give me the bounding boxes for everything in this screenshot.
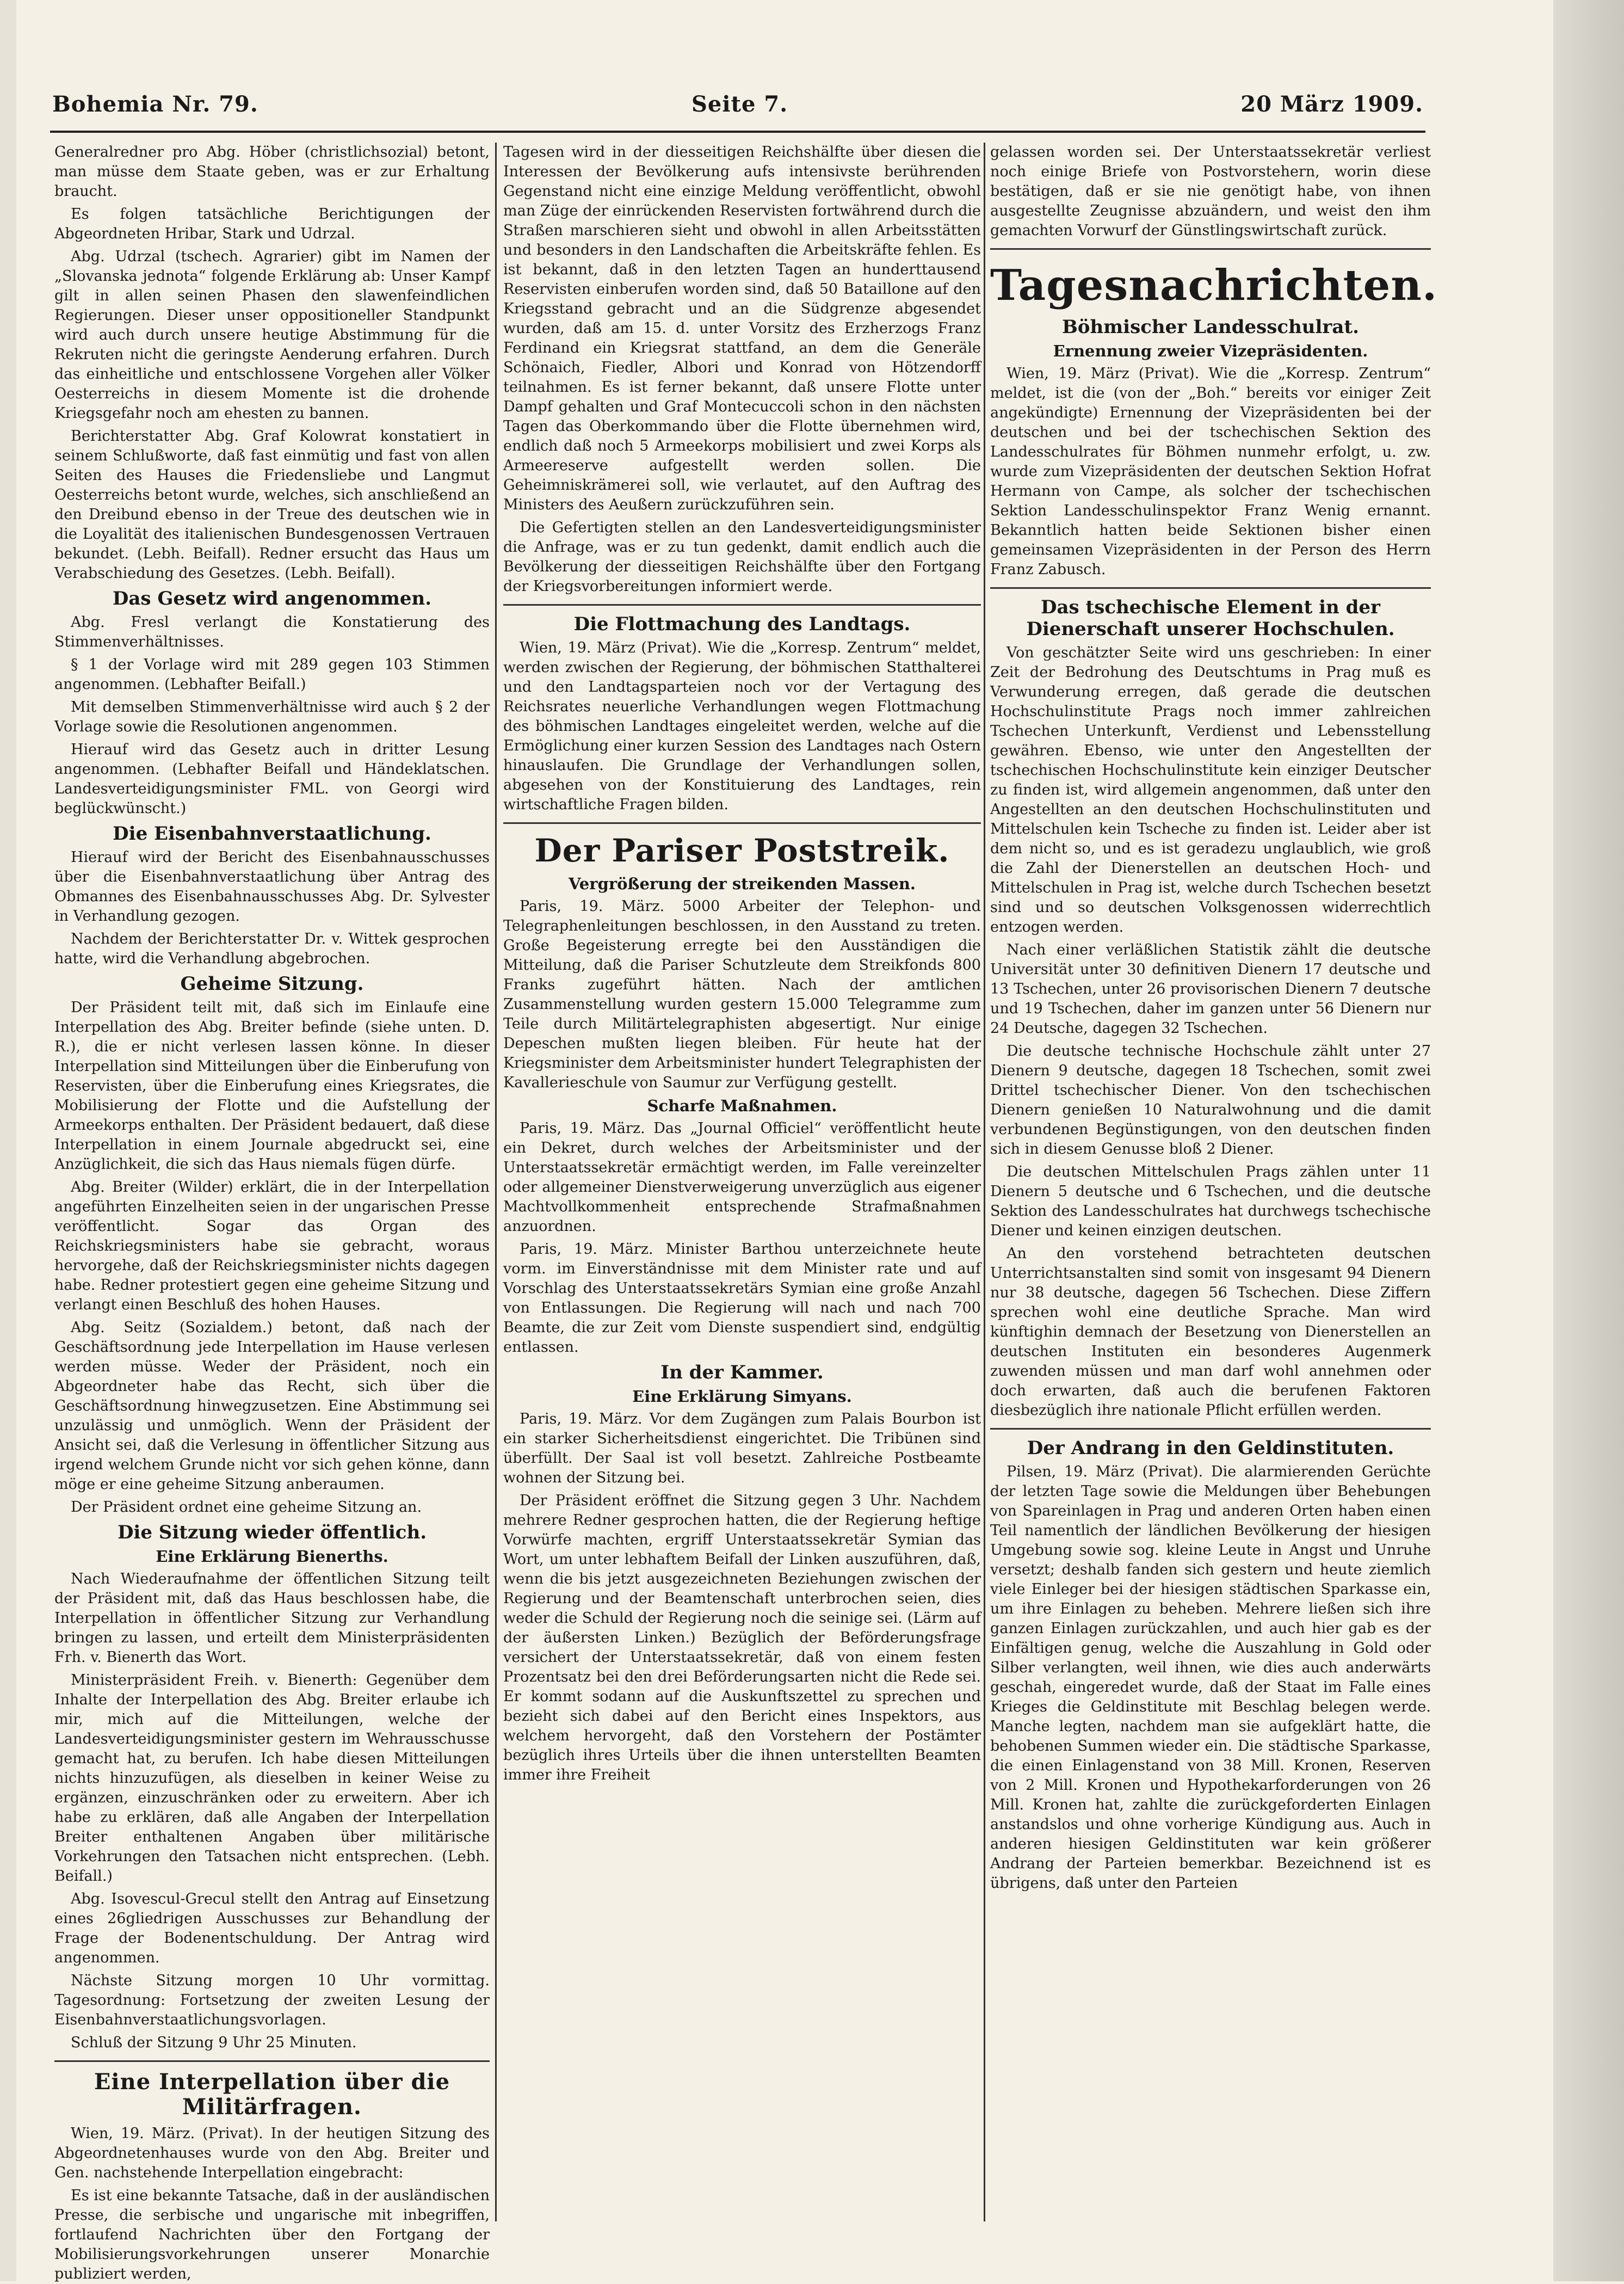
paragraph: Abg. Isovescul-Grecul stellt den Antrag auf Einsetzung eines 26gliedrigen Ausschusses zur Behandlung der Frage der Bodenentschuldung. Der Antrag wird angenommen. — [54, 1891, 490, 1966]
paragraph: Berichterstatter Abg. Graf Kolowrat konstatiert in seinem Schlußworte, daß fast einmütig und fast von allen Seiten des Hauses die Friedensliebe und Langmut Oesterreichs betont wurde, welches, sich anschließend an den Dreibund ebenso in der Treue des deutschen wie in die Loyalität des italienischen Bundesgenossen Vertrauen bekundet. (Lebh. Beifall). Redner ersucht das Haus um Verabschiedung des Gesetzes. (Lebh. Beifall). — [54, 428, 490, 582]
section-rule — [990, 1428, 1431, 1430]
paragraph: Mit demselben Stimmenverhältnisse wird auch § 2 der Vorlage sowie die Resolutionen angenommen. — [54, 699, 490, 735]
section-rule — [990, 248, 1431, 250]
paragraph: Der Präsident ordnet eine geheime Sitzung an. — [71, 1499, 422, 1516]
paragraph: Die Gefertigten stellen an den Landesverteidigungsminister die Anfrage, was er zu tun gedenkt, damit endlich auch die Bevölkerung der diesseitigen Reichshälfte über den Fortgang der Kriegsvorbereitungen informiert werde. — [503, 519, 981, 595]
paragraph: Paris, 19. März. Vor dem Zugängen zum Palais Bourbon ist ein starker Sicherheitsdienst eingerichtet. Die Tribünen sind überfüllt. Der Saal ist voll besetzt. Zahlreiche Postbeamte wohnen der Sitzung bei. — [503, 1411, 981, 1486]
issue-date: 20 März 1909. — [1240, 91, 1423, 117]
heading-geheime-sitzung: Geheime Sitzung. — [180, 973, 364, 995]
header-rule — [50, 131, 1425, 133]
subheading-vergroesserung: Vergrößerung der streikenden Massen. — [568, 875, 916, 893]
paragraph: Die deutsche technische Hochschule zählt unter 27 Dienern 9 deutsche, dagegen 18 Tschechen, somit zwei Drittel tschechischer Diener. Von den tschechischen Dienern genießen 10 Naturalwohnung und die damit verbundenen Begünstigungen, von den deutschen finden sich in diesem Genusse bloß 2 Diener. — [990, 1043, 1431, 1158]
paragraph: gelassen worden sei. Der Unterstaatssekretär verliest noch einige Briefe von Postvorstehern, worin diese bestätigen, daß er sie nie genötigt habe, von ihnen ausgestellte Zeugnisse abzuändern, und weist den ihm gemachten Vorwurf der Günstlingswirtschaft zurück. — [990, 144, 1431, 239]
heading-gesetz: Das Gesetz wird angenommen. — [112, 588, 432, 610]
paragraph: Paris, 19. März. Das „Journal Officiel“ veröffentlicht heute ein Dekret, durch welches der Arbeitsminister und der Unterstaatssekretär ermächtigt werden, im Falle vereinzelter oder allgemeiner Dienstverweigerung unverzüglich aus eigener Machtvollkommenheit entsprechende Strafmaßnahmen anzuordnen. — [503, 1120, 981, 1235]
paragraph: Wien, 19. März (Privat). Wie die „Korresp. Zentrum“ meldet, werden zwischen der Regierung, der böhmischen Statthalterei und den Landtagsparteien noch vor der Vertagung des Reichsrates neuerliche Verhandlungen wegen Flottmachung des böhmischen Landtages eingeleitet werden, welche auf die Ermöglichung einer kurzen Session des Landtages nach Ostern hinauslaufen. Die Grundlage der Verhandlungen sollen, abgesehen von der Konstituierung des Landtages, rein wirtschaftliche Fragen bilden. — [503, 639, 981, 813]
paragraph: Von geschätzter Seite wird uns geschrieben: In einer Zeit der Bedrohung des Deutschtums in Prag muß es Verwunderung erregen, daß gerade die deutschen Hochschulinstitute Prags noch immer zahlreichen Tschechen Unterkunft, Verdienst und Lebensstellung gewähren. Ebenso, wie unter den Angestellten der tschechischen Hochschulinstitute kein einziger Deutscher zu finden ist, wird allgemein angenommen, daß unter den Angestellten an den deutschen Hochschulinstituten und Mittelschulen kein Tscheche zu finden ist. Leider aber ist dem nicht so, und es ist geradezu unglaublich, wie groß die Zahl der Dienerstellen an deutschen Hoch- und Mittelschulen in Prag ist, welche durch Tschechen besetzt sind und so deutschen Volksgenossen widerrechtlich entzogen werden. — [990, 644, 1431, 935]
section-rule — [503, 604, 981, 606]
paragraph: Wien, 19. März. (Privat). In der heutigen Sitzung des Abgeordnetenhauses wurde von den Abg. Breiter und Gen. nachstehende Interpellation eingebracht: — [54, 2125, 490, 2181]
paragraph: Hierauf wird der Bericht des Eisenbahnausschusses über die Eisenbahnverstaatlichung über Antrag des Obmannes des Eisenbahnausschusses Abg. Dr. Sylvester in Verhandlung gezogen. — [54, 849, 490, 925]
paragraph: Nächste Sitzung morgen 10 Uhr vormittag. Tagesordnung: Fortsetzung der zweiten Lesung der Eisenbahnverstaatlichungsvorlagen. — [54, 1972, 490, 2028]
column-divider-1 — [495, 143, 497, 2221]
section-rule — [503, 822, 981, 824]
heading-andrang: Der Andrang in den Geldinstituten. — [1027, 1437, 1394, 1459]
subheading-bienerth: Eine Erklärung Bienerths. — [156, 1547, 388, 1566]
paragraph: Abg. Seitz (Sozialdem.) betont, daß nach der Geschäftsordnung jede Interpellation im Hause verlesen werden müsse. Weder der Präsident, noch ein Abgeordneter habe das Recht, sich über die Geschäftsordnung hinwegzusetzen. Eine Abstimmung sei unzulässig und unmöglich. Wenn der Präsident der Ansicht sei, daß die Verlesung in öffentlicher Sitzung aus irgend welchem Grunde nicht vor sich gehen könne, dann möge er eine geheime Sitzung anberaumen. — [54, 1319, 490, 1493]
paragraph: Paris, 19. März. Minister Barthou unterzeichnete heute vorm. im Einverständnisse mit dem Minister rate und auf Vorschlag des Unterstaatssekretärs Symian eine große Anzahl von Entlassungen. Die Regierung will nach und nach 700 Beamte, die zur Zeit vom Dienste suspendiert sind, endgültig entlassen. — [503, 1241, 981, 1356]
paragraph: Wien, 19. März (Privat). Wie die „Korresp. Zentrum“ meldet, ist die (von der „Boh.“ bereits vor einiger Zeit angekündigte) Ernennung der Vizepräsidenten bei der deutschen und bei der tschechischen Sektion des Landesschulrates für Böhmen nunmehr erfolgt, u. zw. wurde zum Vizepräsidenten der deutschen Sektion Hofrat Hermann von Campe, als solcher der tschechischen Sektion Landesschulinspektor Franz Wenig ernannt. Bekanntlich hatten beide Sektionen bisher einen gemeinsamen Vizepräsidenten in der Person des Herrn Franz Zabusch. — [990, 365, 1431, 578]
section-rule — [54, 2060, 490, 2062]
column-2 — [503, 143, 981, 2221]
paragraph: Schluß der Sitzung 9 Uhr 25 Minuten. — [71, 2034, 357, 2051]
heading-tschechisches-element: Das tschechische Element in der Dienerschaft unserer Hochschulen. — [1026, 596, 1395, 640]
paragraph: Generalredner pro Abg. Höber (christlichsozial) betont, man müsse dem Staate geben, was er zur Erhaltung braucht. — [54, 144, 490, 200]
heading-flottmachung: Die Flottmachung des Landtags. — [573, 613, 911, 635]
paragraph: An den vorstehend betrachteten deutschen Unterrichtsanstalten sind somit von insgesamt 94 Dienern nur 38 deutsche, dagegen 56 Tschechen. Diese Ziffern sprechen wohl eine deutliche Sprache. Man wird künftighin demnach der Besetzung von Dienerstellen an deutschen Instituten ein besonderes Augenmerk zuwenden müssen und man darf wohl annehmen oder doch erwarten, daß auch die berufenen Faktoren diesbezüglich ihre nationale Pflicht erfüllen werden. — [990, 1245, 1431, 1419]
paragraph: § 1 der Vorlage wird mit 289 gegen 103 Stimmen angenommen. (Lebhafter Beifall.) — [54, 656, 490, 693]
heading-interpellation: Eine Interpellation über die Militärfragen. — [94, 2069, 450, 2120]
subheading-scharfe-massnahmen: Scharfe Maßnahmen. — [647, 1097, 837, 1115]
page-edge-left — [0, 0, 16, 2281]
page-edge-right — [1553, 0, 1624, 2281]
paragraph: Pilsen, 19. März (Privat). Die alarmierenden Gerüchte der letzten Tage sowie die Meldungen über Behebungen von Spareinlagen in Prag und anderen Orten haben einen Teil namentlich der ländlichen Bevölkerung der hiesigen Umgebung sowie sog. kleine Leute in Angst und Unruhe versetzt; deshalb fanden sich gestern und heute ziemlich viele Einleger bei der hiesigen städtischen Sparkasse ein, um ihre Einlagen zu beheben. Mehrere ließen sich ihre ganzen Einlagen zurückzahlen, und auch hier gab es der Einfältigen genug, welche die Auszahlung in Gold oder Silber verlangten, weil ihnen, wie dies auch anderwärts geschah, eingeredet wurde, daß der Staat im Falle eines Krieges die Geldinstitute mit Beschlag belegen werde. Manche legten, nachdem man sie aufgeklärt hatte, die behobenen Summen wieder ein. Die städtische Sparkasse, die einen Einlagenstand von 38 Mill. Kronen, Reserven von 2 Mill. Kronen und Hypothekarforderungen von 26 Mill. Kronen hat, zahlte die zurückgeforderten Einlagen anstandslos und ohne vorherige Kündigung aus. Auch in anderen hiesigen Geldinstituten war kein größerer Andrang der Parteien bemerkbar. Bezeichnend ist es übrigens, daß unter den Parteien — [990, 1463, 1431, 1892]
column-divider-2 — [984, 143, 985, 2221]
page-number: Seite 7. — [691, 91, 788, 117]
heading-tagesnachrichten: Tagesnachrichten. — [990, 261, 1438, 310]
paragraph: Hierauf wird das Gesetz auch in dritter Lesung angenommen. (Lebhafter Beifall und Händeklatschen. Landesverteidigungsminister FML. von Georgi wird beglückwünscht.) — [54, 741, 490, 817]
paragraph: Der Präsident eröffnet die Sitzung gegen 3 Uhr. Nachdem mehrere Redner gesprochen hatten, die der Regierung heftige Vorwürfe machten, ergriff Unterstaatssekretär Symian das Wort, um unter lebhaftem Beifall der Linken auszuführen, daß, wenn die bis jetzt ausgezeichneten Beziehungen zwischen der Regierung und der Beamtenschaft unterbrochen seien, dies weder die Schuld der Regierung noch die seinige sei. (Lärm auf der äußersten Linken.) Bezüglich der Beförderungsfrage versichert der Unterstaatssekretär, daß von einem festen Prozentsatz bei den drei Beförderungsarten nicht die Rede sei. Er kommt sodann auf die Auskunftszettel zu sprechen und bezieht sich dabei auf den Bericht eines Inspektors, aus welchem hervorgeht, daß den Vorstehern der Postämter bezüglich ihres Urteils über die ihnen unterstellten Beamten immer ihre Freiheit — [503, 1492, 981, 1783]
paragraph: Die deutschen Mittelschulen Prags zählen unter 11 Dienern 5 deutsche und 6 Tschechen, und die deutsche Sektion des Landesschulrates hat durchwegs tschechische Diener und keinen einzigen deutschen. — [990, 1163, 1431, 1239]
paragraph: Nach einer verläßlichen Statistik zählt die deutsche Universität unter 30 definitiven Dienern 17 deutsche und 13 Tschechen, unter 26 provisorischen Dienern 7 deutsche und 19 Tschechen, daher im ganzen unter 56 Dienern nur 24 Deutsche, dagegen 32 Tschechen. — [990, 941, 1431, 1037]
paragraph: Nachdem der Berichterstatter Dr. v. Wittek gesprochen hatte, wird die Verhandlung abgebrochen. — [54, 931, 490, 967]
section-rule — [990, 587, 1431, 589]
heading-eisenbahn: Die Eisenbahnverstaatlichung. — [113, 823, 431, 845]
paragraph: Abg. Fresl verlangt die Konstatierung des Stimmenverhältnisses. — [54, 614, 490, 650]
subheading-simyan: Eine Erklärung Simyans. — [632, 1387, 852, 1406]
column-1 — [54, 143, 490, 2282]
paragraph: Tagesen wird in der diesseitigen Reichshälfte über diesen die Interessen der Bevölkerung aufs intensivste berührenden Gegenstand nicht eine einzige Meldung veröffentlicht, obwohl man Züge der einrückenden Reservisten fortwährend durch die Straßen marschieren sieht und obwohl in allen Arbeitsstätten und besonders in den Landschaften die Arbeitskräfte fehlen. Es ist bekannt, daß in den letzten Tagen an hunderttausend Reservisten einberufen worden sind, daß 50 Bataillone auf den Kriegsstand gebracht und an die Südgrenze abgesendet wurden, daß am 15. d. unter Vorsitz des Erzherzogs Franz Ferdinand ein Kriegsrat stattfand, an dem die Generäle Schönaich, Fiedler, Albori und Konrad von Hötzendorff teilnahmen. Es ist ferner bekannt, daß unsere Flotte unter Dampf gehalten und Graf Montecuccoli schon in den nächsten Tagen das Oberkommando über die Flotte übernehmen wird, endlich daß noch 5 Armeekorps mobilisiert und zwei Korps als Armeereserve aufgestellt werden sollen. Die Geheimniskrämerei soll, wie verlautet, auf den Auftrag des Ministers des Aeußern zurückzuführen sein. — [503, 144, 981, 513]
paragraph: Paris, 19. März. 5000 Arbeiter der Telephon- und Telegraphenleitungen beschlossen, in den Ausstand zu treten. Große Begeisterung erregte bei den Ausständigen die Mitteilung, daß die Pariser Schutzleute dem Streikfonds 800 Franks zugeführt hätten. Nach der amtlichen Zusammenstellung wurden gestern 15.000 Telegramme zum Teile durch Militärtelegraphisten abgesertigt. Nur einige Depeschen mußten liegen bleiben. Für heute hat der Kriegsminister dem Arbeitsminister hundert Telegraphisten der Kavallerieschule von Saumur zur Verfügung gestellt. — [503, 898, 981, 1091]
heading-poststreik: Der Pariser Poststreik. — [534, 832, 950, 869]
paragraph: Es ist eine bekannte Tatsache, daß in der ausländischen Presse, die serbische und ungarische mit inbegriffen, fortlaufend Nachrichten über den Fortgang der Mobilisierungsvorkehrungen unserer Monarchie publiziert werden, — [54, 2187, 490, 2282]
subheading-ernennung: Ernennung zweier Vizepräsidenten. — [1053, 342, 1368, 360]
paragraph: Nach Wiederaufnahme der öffentlichen Sitzung teilt der Präsident mit, daß das Haus beschlossen habe, die Interpellation in öffentlicher Sitzung zur Verhandlung bringen zu lassen, und erteilt dem Ministerpräsidenten Frh. v. Bienerth das Wort. — [54, 1571, 490, 1666]
paragraph: Abg. Udrzal (tschech. Agrarier) gibt im Namen der „Slovanska jednota“ folgende Erklärung ab: Unser Kampf gilt in allen seinen Phasen den slawenfeindlichen Regierungen. Dieser unser oppositioneller Standpunkt wird auch durch unsere heutige Abstimmung für die Rekruten nicht die geringste Aenderung erfahren. Durch das einheitliche und entschlossene Vorgehen aller Völker Oesterreichs in diesem Momente ist die drohende Kriegsgefahr noch am ehesten zu bannen. — [54, 248, 490, 422]
paragraph: Abg. Breiter (Wilder) erklärt, die in der Interpellation angeführten Einzelheiten seien in der ungarischen Presse veröffentlicht. Sogar das Organ des Reichskriegsministers habe sie gebracht, woraus hervorgehe, daß der Reichskriegsminister nichts dagegen habe. Redner protestiert gegen eine geheime Sitzung und verlangt einen Beschluß des hohen Hauses. — [54, 1179, 490, 1313]
paragraph: Der Präsident teilt mit, daß sich im Einlaufe eine Interpellation des Abg. Breiter befinde (siehe unten. D. R.), die er nicht verlesen lassen könne. In dieser Interpellation sind Mitteilungen über die Einberufung von Reservisten, über die Einberufung eines Kriegsrates, die Mobilisierung der Flotte und die Aufstellung der Armeekorps enthalten. Der Präsident bedauert, daß diese Interpellation in einem Journale abgedruckt sei, eine Anzüglichkeit, die sich das Haus niemals fügen dürfe. — [54, 999, 490, 1173]
page-header — [52, 91, 1423, 130]
heading-kammer: In der Kammer. — [660, 1362, 824, 1383]
heading-sitzung-oeffentlich: Die Sitzung wieder öffentlich. — [117, 1522, 427, 1543]
paragraph: Es folgen tatsächliche Berichtigungen der Abgeordneten Hribar, Stark und Udrzal. — [54, 206, 490, 242]
column-3 — [990, 143, 1438, 2221]
newspaper-issue: Bohemia Nr. 79. — [52, 91, 258, 117]
paragraph: Ministerpräsident Freih. v. Bienerth: Gegenüber dem Inhalte der Interpellation des Abg. Breiter erlaube ich mir, mich auf die Mitteilungen, welche der Landesverteidigungsminister gestern im Wehrausschusse gemacht hat, zu berufen. Ich habe diesen Mitteilungen nichts hinzuzufügen, als dieselben in keiner Weise zu ergänzen, einzuschränken oder zu erweitern. Aber ich habe zu erklären, daß alle Angaben der Interpellation Breiter enthaltenen Angaben über militärische Vorkehrungen den Tatsachen nicht entsprechen. (Lebh. Beifall.) — [54, 1672, 490, 1885]
heading-landesschulrat: Böhmischer Landesschulrat. — [1062, 316, 1359, 338]
